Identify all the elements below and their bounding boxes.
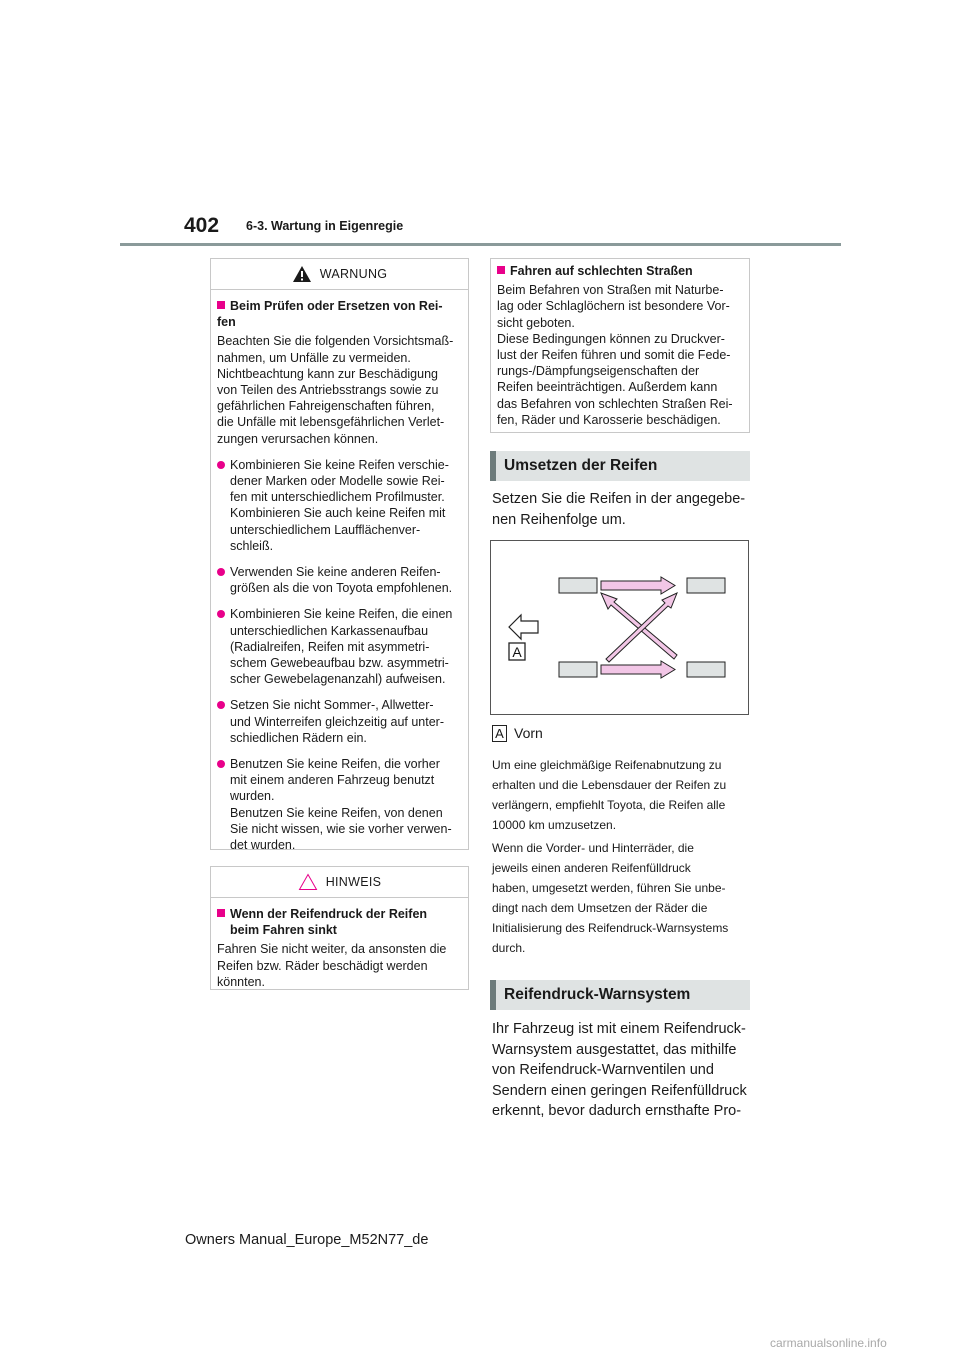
notice-text: Fahren Sie nicht weiter, da ansonsten die Reifen bzw. Räder beschädigt werden könnten. bbox=[217, 942, 447, 989]
bullet-dot-icon bbox=[217, 568, 225, 576]
warning-triangle-icon bbox=[292, 265, 312, 283]
rotation-heading: Umsetzen der Reifen bbox=[490, 451, 750, 481]
rotation-intro: Setzen Sie die Reifen in der angegebe- nen Reihenfolge um. bbox=[492, 491, 746, 528]
warning-heading: Beim Prüfen oder Ersetzen von Rei- fen bbox=[217, 299, 443, 330]
rotation-arrow-top bbox=[601, 577, 675, 594]
legend-vorn: A Vorn bbox=[492, 725, 543, 742]
tpws-heading: Reifendruck-Warnsystem bbox=[490, 980, 750, 1010]
front-direction-arrow-icon bbox=[509, 615, 538, 639]
svg-text:A: A bbox=[512, 644, 522, 660]
front-right-tire bbox=[559, 662, 597, 677]
bullet-dot-icon bbox=[217, 461, 225, 469]
rough-roads-heading: Fahren auf schlechten Straßen bbox=[497, 263, 743, 279]
notice-heading: Wenn der Reifendruck der Reifen beim Fahren sinkt bbox=[217, 906, 462, 938]
rotation-arrow-bottom bbox=[601, 661, 675, 678]
watermark: carmanualsonline.info bbox=[770, 1336, 887, 1350]
warning-bullet: Kombinieren Sie keine Reifen, die einen unterschiedlichen Karkassenaufbau (Radialreifen, Reifen mit asymmetri- schem Gewebeaufbau bzw. asymmetri- scher Gewebelagenanzahl) aufweisen. bbox=[217, 606, 462, 687]
warning-bullet: Kombinieren Sie keine Reifen verschie- dener Marken oder Modelle sowie Rei- fen mit unterschiedlichem Profilmuster. Kombinieren Sie auch keine Reifen mit unterschiedlichem Laufflächenver- schleiß. bbox=[217, 457, 462, 554]
figure-label-a bbox=[509, 643, 525, 660]
warning-bullet: Benutzen Sie keine Reifen, die vorher mit einem anderen Fahrzeug benutzt wurden. Benutzen Sie keine Reifen, von denen Sie nicht wissen, wie sie vorher verwen- det wurden. bbox=[217, 756, 462, 853]
tire-rotation-diagram bbox=[491, 541, 748, 714]
square-bullet-icon bbox=[217, 909, 225, 917]
rough-roads-text: Beim Befahren von Straßen mit Naturbe- lag oder Schlaglöchern ist besondere Vor- sicht geboten. Diese Bedingungen können zu Druckver- lust der Reifen führen und somit die Fede- rungs-/Dämpfungseigenschaften der Reifen beeinträchtigen. Außerdem kann das Befahren von schlechten Straßen Rei- fen, Räder und Karosserie beschädigen. bbox=[497, 283, 733, 427]
front-left-tire bbox=[559, 578, 597, 593]
warning-header bbox=[211, 259, 468, 290]
tpws-text: Ihr Fahrzeug ist mit einem Reifendruck- Warnsystem ausgestattet, das mithilfe von Reifendruck-Warnventilen und Sendern einen geringen Reifenfülldruck erkennt, bevor dadurch ernsthafte Pro- bbox=[492, 1021, 747, 1119]
warning-intro: Beachten Sie die folgenden Vorsichtsmaß- nahmen, um Unfälle zu vermeiden. Nichtbeachtung kann zur Beschädigung von Teilen des Antriebsstrangs sowie zu gefährlichen Fahreigenschaften führen, die Unfälle mit lebensgefährlichen Verlet- zungen verursachen können. bbox=[217, 334, 454, 446]
header-rule bbox=[120, 243, 841, 246]
page-number: 402 bbox=[184, 214, 220, 237]
notice-header bbox=[211, 867, 468, 898]
bullet-dot-icon bbox=[217, 610, 225, 618]
notice-title: HINWEIS bbox=[325, 875, 382, 889]
rear-right-tire bbox=[687, 662, 725, 677]
rear-left-tire bbox=[687, 578, 725, 593]
footer-manual-id: Owners Manual_Europe_M52N77_de bbox=[185, 1232, 429, 1248]
bullet-dot-icon bbox=[217, 701, 225, 709]
warning-box bbox=[210, 258, 469, 853]
rotation-para2: Wenn die Vorder- und Hinterräder, die jeweils einen anderen Reifenfülldruck haben, umgesetzt werden, führen Sie unbe- dingt nach dem Umsetzen der Räder die Initialisierung des Reifendruck-Warnsystems durch. bbox=[492, 841, 729, 955]
square-bullet-icon bbox=[497, 266, 505, 274]
warning-bullet: Setzen Sie nicht Sommer-, Allwetter- und Winterreifen gleichzeitig auf unter- schiedlichen Rädern ein. bbox=[217, 697, 462, 746]
warning-title: WARNUNG bbox=[319, 267, 388, 281]
square-bullet-icon bbox=[217, 301, 225, 309]
rotation-para1: Um eine gleichmäßige Reifenabnutzung zu erhalten und die Lebensdauer der Reifen zu verlängern, empfiehlt Toyota, die Reifen alle 10000 km umzusetzen. bbox=[492, 758, 727, 832]
warning-bullet: Verwenden Sie keine anderen Reifen- größen als die von Toyota empfohlenen. bbox=[217, 564, 462, 596]
notice-box bbox=[210, 866, 469, 990]
bullet-dot-icon bbox=[217, 760, 225, 768]
caution-triangle-icon bbox=[298, 873, 318, 891]
rough-roads-box bbox=[490, 258, 750, 433]
section-title: 6-3. Wartung in Eigenregie bbox=[246, 219, 404, 233]
tire-rotation-figure bbox=[490, 540, 749, 715]
legend-label-a: A bbox=[492, 725, 507, 742]
